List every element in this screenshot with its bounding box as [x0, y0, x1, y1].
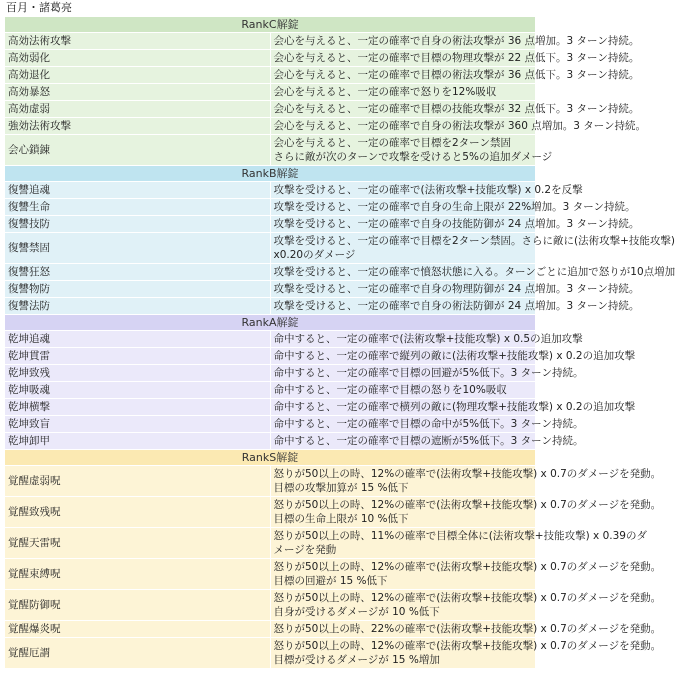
- skill-row: [5, 216, 536, 233]
- skill-description-line: 攻撃を受けると、一定の確率で自身の生命上限が 22%増加。3 ターン持続。: [273, 201, 636, 213]
- skill-name: 高効暴怒: [5, 84, 271, 101]
- skill-description: [270, 281, 640, 298]
- skill-description: [270, 528, 647, 559]
- skill-name: 乾坤致盲: [5, 416, 271, 433]
- skill-description: [270, 118, 647, 135]
- skill-name: 復讐技防: [5, 216, 271, 233]
- skill-row: [5, 33, 536, 50]
- skill-row: [5, 67, 536, 84]
- skill-row: [5, 182, 536, 199]
- skill-description: [270, 590, 662, 621]
- skill-description: [270, 399, 636, 416]
- skill-row: [5, 331, 536, 348]
- skill-description: [270, 433, 584, 450]
- rank-header: RankC解錠: [5, 17, 536, 33]
- skill-name: 復讐法防: [5, 298, 271, 315]
- skill-description-line: メージを発動: [273, 544, 337, 556]
- skill-description-line: 怒りが50以上の時、12%の確率で(法術攻撃+技能攻撃) x 0.7のダメージを発動。: [273, 499, 662, 511]
- skill-row: [5, 199, 536, 216]
- skill-description-line: 攻撃を受けると、一定の確率で自身の技能防御が 24 点増加。3 ターン持続。: [273, 218, 640, 230]
- skill-row: [5, 365, 536, 382]
- skill-row: [5, 118, 536, 135]
- skill-description: [270, 382, 536, 399]
- skill-name: 覚醒致残呪: [5, 497, 271, 528]
- skill-description-line: 攻撃を受けると、一定の確率で(法術攻撃+技能攻撃) x 0.2を反撃: [273, 184, 583, 196]
- skill-row: [5, 264, 536, 281]
- skill-description-line: x0.20のダメージ: [273, 249, 356, 261]
- skill-name: 高効退化: [5, 67, 271, 84]
- skill-description: [270, 50, 640, 67]
- page-title: 百月・諸葛亮: [6, 1, 72, 14]
- rank-header: RankA解錠: [5, 315, 536, 331]
- skill-row: [5, 298, 536, 315]
- skill-description-line: 怒りが50以上の時、12%の確率で(法術攻撃+技能攻撃) x 0.7のダメージを発動。: [273, 561, 662, 573]
- skill-description-line: 命中すると、一定の確率で目標の命中が5%低下。3 ターン持続。: [273, 418, 584, 430]
- skill-description: [270, 348, 636, 365]
- skill-row: [5, 466, 536, 497]
- skill-description-line: 会心を与えると、一定の確率で目標を2ターン禁固: [273, 137, 511, 149]
- skill-name: 強効法術攻撃: [5, 118, 271, 135]
- skill-name: 乾坤卸甲: [5, 433, 271, 450]
- skill-name: 覚醒束縛呪: [5, 559, 271, 590]
- skill-row: [5, 416, 536, 433]
- skill-description-line: 命中すると、一定の確率で目標の怒りを10%吸収: [273, 384, 507, 396]
- skill-row: [5, 382, 536, 399]
- skill-description-line: さらに敵が次のターンで攻撃を受けると5%の追加ダメージ: [273, 151, 553, 163]
- skill-row: [5, 84, 536, 101]
- skill-row: [5, 497, 536, 528]
- skill-name: 乾坤貫雷: [5, 348, 271, 365]
- skill-description: [270, 101, 640, 118]
- skill-description-line: 怒りが50以上の時、12%の確率で(法術攻撃+技能攻撃) x 0.7のダメージを発動。: [273, 640, 662, 652]
- skill-name: 高効法術攻撃: [5, 33, 271, 50]
- skill-description-line: 目標が受けるダメージが 15 %増加: [273, 654, 440, 666]
- skill-description-line: 命中すると、一定の確率で目標の回避が5%低下。3 ターン持続。: [273, 367, 584, 379]
- skill-description: [270, 33, 640, 50]
- skill-description: [270, 135, 553, 166]
- skill-description-line: 攻撃を受けると、一定の確率で目標を2ターン禁固。さらに敵に(法術攻撃+技能攻撃): [273, 235, 675, 247]
- skill-table: [4, 16, 675, 669]
- skill-description: [270, 416, 584, 433]
- skill-description-line: 会心を与えると、一定の確率で目標の技能攻撃が 32 点低下。3 ターン持続。: [273, 103, 640, 115]
- skill-name: 会心鎖錬: [5, 135, 271, 166]
- skill-name: 覚醒防御呪: [5, 590, 271, 621]
- skill-description-line: 怒りが50以上の時、11%の確率で目標全体に(法術攻撃+技能攻撃) x 0.39のダ: [273, 530, 647, 542]
- skill-description-line: 目標の生命上限が 10 %低下: [273, 513, 409, 525]
- skill-description: [270, 365, 584, 382]
- skill-description-line: 目標の攻撃加算が 15 %低下: [273, 482, 409, 494]
- skill-row: [5, 590, 536, 621]
- rank-header: RankS解錠: [5, 450, 536, 466]
- skill-description-line: 命中すると、一定の確率で横列の敵に(物理攻撃+技能攻撃) x 0.2の追加攻撃: [273, 401, 636, 413]
- rank-header-row: [5, 17, 536, 33]
- skill-name: 復讐禁固: [5, 233, 271, 264]
- skill-description: [270, 559, 662, 590]
- skill-description-line: 目標の回避が 15 %低下: [273, 575, 388, 587]
- skill-name: 覚醒爆炎呪: [5, 621, 271, 638]
- skill-description: [270, 216, 640, 233]
- skill-description: [270, 298, 640, 315]
- skill-row: [5, 135, 536, 166]
- skill-description-line: 命中すると、一定の確率で縦列の敵に(法術攻撃+技能攻撃) x 0.2の追加攻撃: [273, 350, 636, 362]
- skill-name: 乾坤追魂: [5, 331, 271, 348]
- skill-row: [5, 621, 536, 638]
- skill-row: [5, 348, 536, 365]
- skill-description-line: 怒りが50以上の時、12%の確率で(法術攻撃+技能攻撃) x 0.7のダメージを発動。: [273, 592, 662, 604]
- rank-header-row: [5, 450, 536, 466]
- skill-description-line: 会心を与えると、一定の確率で自身の術法攻撃が 36 点増加。3 ターン持続。: [273, 35, 640, 47]
- skill-description-line: 会心を与えると、一定の確率で自身の術法攻撃が 360 点増加。3 ターン持続。: [273, 120, 647, 132]
- skill-name: 覚醒厄謂: [5, 638, 271, 669]
- skill-name: 復讐追魂: [5, 182, 271, 199]
- skill-row: [5, 433, 536, 450]
- skill-row: [5, 399, 536, 416]
- skill-description-line: 自身が受けるダメージが 10 %低下: [273, 606, 440, 618]
- skill-description-line: 怒りが50以上の時、22%の確率で(法術攻撃+技能攻撃) x 0.7のダメージを発動。: [273, 623, 662, 635]
- skill-description-line: 会心を与えると、一定の確率で怒りを12%吸収: [273, 86, 497, 98]
- skill-description: [270, 199, 636, 216]
- skill-name: 覚醒虚弱呪: [5, 466, 271, 497]
- skill-row: [5, 233, 536, 264]
- skill-description: [270, 264, 675, 281]
- skill-name: 乾坤致残: [5, 365, 271, 382]
- skill-row: [5, 281, 536, 298]
- skill-description-line: 会心を与えると、一定の確率で目標の物理攻撃が 22 点低下。3 ターン持続。: [273, 52, 640, 64]
- skill-description: [270, 84, 536, 101]
- rank-header: RankB解錠: [5, 166, 536, 182]
- skill-description-line: 命中すると、一定の確率で(法術攻撃+技能攻撃) x 0.5の追加攻撃: [273, 333, 583, 345]
- skill-name: 復讐物防: [5, 281, 271, 298]
- skill-row: [5, 101, 536, 118]
- skill-name: 乾坤横撃: [5, 399, 271, 416]
- skill-description-line: 怒りが50以上の時、12%の確率で(法術攻撃+技能攻撃) x 0.7のダメージを発動。: [273, 468, 662, 480]
- skill-description-line: 攻撃を受けると、一定の確率で自身の物理防御が 24 点増加。3 ターン持続。: [273, 283, 640, 295]
- skill-description: [270, 638, 662, 669]
- skill-description: [270, 67, 640, 84]
- skill-description: [270, 621, 662, 638]
- skill-name: 復讐狂怒: [5, 264, 271, 281]
- skill-table-body: [5, 17, 675, 669]
- rank-header-row: [5, 166, 536, 182]
- skill-description-line: 会心を与えると、一定の確率で目標の術法攻撃が 36 点低下。3 ターン持続。: [273, 69, 640, 81]
- skill-name: 乾坤吸魂: [5, 382, 271, 399]
- skill-row: [5, 638, 536, 669]
- skill-description: [270, 497, 662, 528]
- skill-description: [270, 233, 675, 264]
- skill-row: [5, 528, 536, 559]
- skill-description: [270, 331, 583, 348]
- skill-name: 高効弱化: [5, 50, 271, 67]
- skill-description-line: 攻撃を受けると、一定の確率で自身の術法防御が 24 点増加。3 ターン持続。: [273, 300, 640, 312]
- skill-name: 復讐生命: [5, 199, 271, 216]
- skill-description-line: 攻撃を受けると、一定の確率で憤怒状態に入る。ターンごとに追加で怒りが10点増加: [273, 266, 675, 278]
- skill-row: [5, 559, 536, 590]
- skill-description: [270, 182, 583, 199]
- skill-description-line: 命中すると、一定の確率で目標の遮断が5%低下。3 ターン持続。: [273, 435, 584, 447]
- skill-row: [5, 50, 536, 67]
- skill-description: [270, 466, 662, 497]
- rank-header-row: [5, 315, 536, 331]
- skill-name: 高効虚弱: [5, 101, 271, 118]
- skill-name: 覚醒天雷呪: [5, 528, 271, 559]
